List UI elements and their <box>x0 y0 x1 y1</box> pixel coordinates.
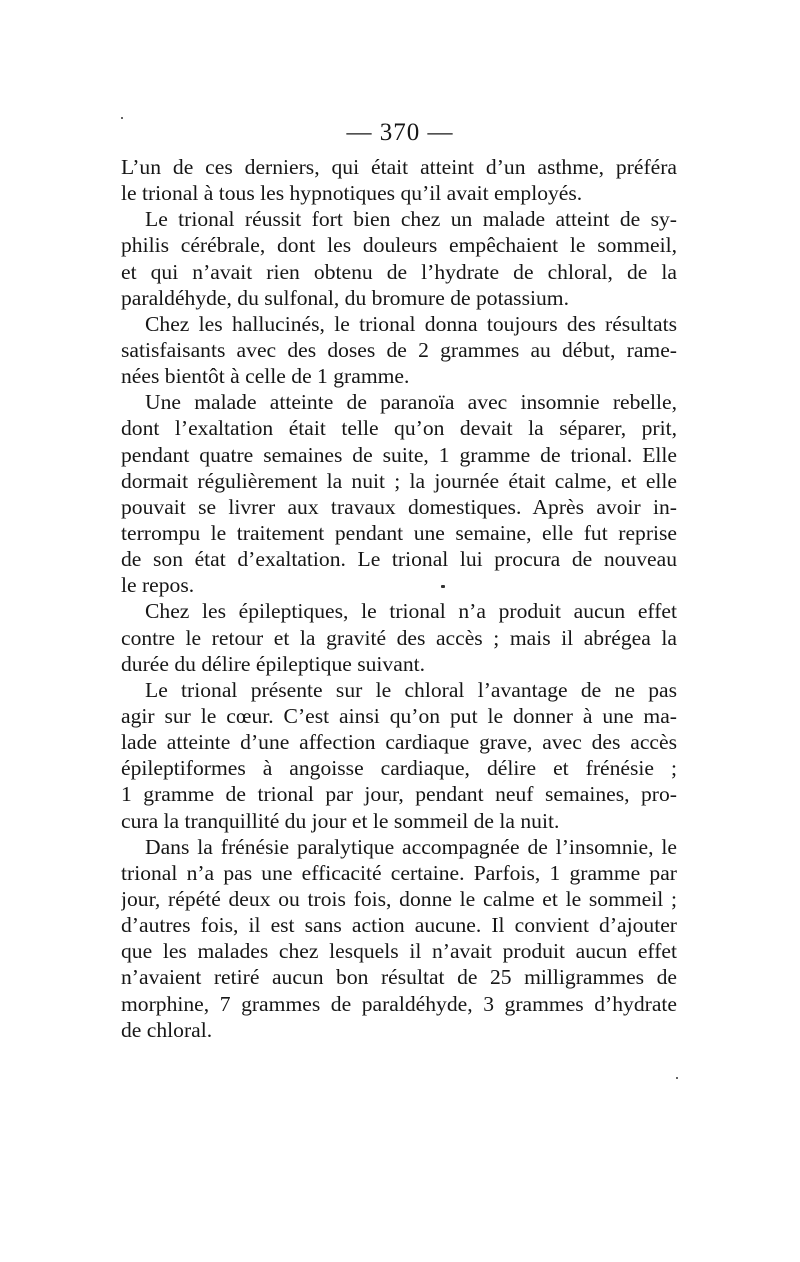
text-line: lade atteinte d’une affection cardiaque grave, avec des accès <box>121 730 677 755</box>
text-line: le repos. <box>121 573 195 598</box>
text-line: L’un de ces derniers, qui était atteint d’un asthme, préféra <box>121 155 677 179</box>
text-line: durée du délire épileptique suivant. <box>121 651 426 676</box>
text-line: paraldéhyde, du sulfonal, du bromure de potassium. <box>121 285 569 310</box>
paragraph <box>121 834 677 1043</box>
text-line: contre le retour et la gravité des accès ; mais il abrégea la <box>121 625 677 650</box>
text-line: 1 gramme de trional par jour, pendant neuf semaines, pro- <box>121 782 677 807</box>
text-line: pendant quatre semaines de suite, 1 gramme de trional. Elle <box>121 442 677 467</box>
text-line: Chez les épileptiques, le trional n’a produit aucun effet <box>145 599 677 624</box>
text-line: pouvait se livrer aux travaux domestiques. Après avoir in- <box>121 494 677 519</box>
paragraph <box>121 389 677 598</box>
text-line: n’avaient retiré aucun bon résultat de 25 milligrammes de <box>121 965 677 990</box>
paragraph <box>121 206 677 311</box>
text-line: Le trional présente sur le chloral l’avantage de ne pas <box>145 677 677 702</box>
text-line: Dans la frénésie paralytique accompagnée de l’insomnie, le <box>145 834 677 859</box>
text-line: satisfaisants avec des doses de 2 grammes au début, rame- <box>121 337 677 362</box>
print-speck <box>676 1077 678 1079</box>
print-speck <box>121 117 123 119</box>
print-speck <box>441 585 445 588</box>
text-line: nées bientôt à celle de 1 gramme. <box>121 364 410 389</box>
text-line: Une malade atteinte de paranoïa avec insomnie rebelle, <box>145 390 677 415</box>
text-line: dormait régulièrement la nuit ; la journée était calme, et elle <box>121 468 677 493</box>
text-line: terrompu le traitement pendant une semaine, elle fut reprise <box>121 520 677 545</box>
text-line: agir sur le cœur. C’est ainsi qu’on put le donner à une ma- <box>121 703 677 728</box>
text-line: de chloral. <box>121 1017 213 1042</box>
body-text <box>121 154 677 1043</box>
text-line: cura la tranquillité du jour et le sommeil de la nuit. <box>121 808 560 833</box>
text-line: dont l’exaltation était telle qu’on devait la séparer, prit, <box>121 416 677 441</box>
paragraph <box>121 677 677 834</box>
text-line: le trional à tous les hypnotiques qu’il avait employés. <box>121 181 583 206</box>
text-line: jour, répété deux ou trois fois, donne le calme et le sommeil ; <box>121 886 677 911</box>
text-line: d’autres fois, il est sans action aucune. Il convient d’ajouter <box>121 913 677 938</box>
text-line: Le trional réussit fort bien chez un malade atteint de sy- <box>145 207 677 232</box>
text-line: et qui n’avait rien obtenu de l’hydrate de chloral, de la <box>121 259 677 284</box>
text-line: morphine, 7 grammes de paraldéhyde, 3 grammes d’hydrate <box>121 991 677 1016</box>
paragraph <box>121 154 677 206</box>
text-line: de son état d’exaltation. Le trional lui procura de nouveau <box>121 547 677 572</box>
page-number: — 370 — <box>346 119 454 146</box>
paragraph <box>121 598 677 676</box>
text-line: épileptiformes à angoisse cardiaque, délire et frénésie ; <box>121 756 677 781</box>
text-line: trional n’a pas une efficacité certaine. Parfois, 1 gramme par <box>121 860 677 885</box>
text-line: Chez les hallucinés, le trional donna toujours des résultats <box>145 311 677 336</box>
text-line: philis cérébrale, dont les douleurs empêchaient le sommeil, <box>121 233 677 258</box>
text-line: que les malades chez lesquels il n’avait produit aucun effet <box>121 939 677 964</box>
paragraph <box>121 311 677 389</box>
